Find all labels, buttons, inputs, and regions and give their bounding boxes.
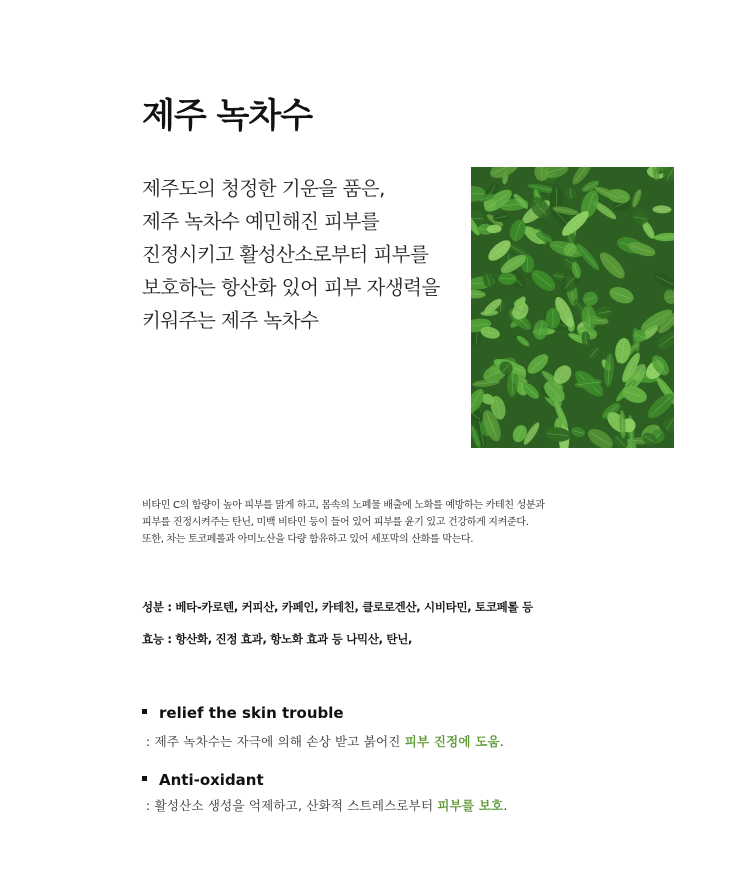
intro-line: 제주 녹차수 예민해진 피부를 xyxy=(142,210,380,233)
bullet-body-relief xyxy=(146,732,504,750)
page-title: 제주 녹차수 xyxy=(142,96,313,136)
bullet-highlight: 피부 진정에 도움 xyxy=(404,734,500,749)
ingredients-text: 성분 : 베타-카로텐, 커피산, 카페인, 카테친, 클로로겐산, 시비타민, 토코페롤 등 xyxy=(142,600,533,614)
bullet-suffix: . xyxy=(499,734,504,749)
description-line: 비타민 C의 함량이 높아 피부를 맑게 하고, 몸속의 노폐물 배출에 노화를 예방하는 카테친 성분과 xyxy=(142,500,545,511)
effects-text: 효능 : 항산화, 진정 효과, 항노화 효과 등 나믹산, 탄닌, xyxy=(142,632,413,646)
intro-line: 보호하는 항산화 있어 피부 자생력을 xyxy=(142,276,440,299)
bullet-heading-text: Anti-oxidant xyxy=(159,771,264,789)
intro-text xyxy=(142,172,462,337)
bullet-heading-relief xyxy=(142,704,344,722)
intro-line: 키워주는 제주 녹차수 xyxy=(142,309,319,332)
bullet-suffix: . xyxy=(503,798,508,813)
bullet-heading-antioxidant xyxy=(142,771,264,789)
intro-line: 제주도의 청정한 기운을 품은, xyxy=(142,177,385,200)
intro-line: 진정시키고 활성산소로부터 피부를 xyxy=(142,243,429,266)
green-tea-leaves-photo xyxy=(471,167,674,448)
bullet-highlight: 피부를 보호 xyxy=(437,798,504,813)
description xyxy=(142,497,602,548)
bullet-body-text: : 활성산소 생성을 억제하고, 산화적 스트레스로부터 xyxy=(146,798,438,813)
bullet-body-antioxidant xyxy=(146,796,508,814)
bullet-square-icon xyxy=(142,709,147,714)
description-line: 피부를 진정시켜주는 탄닌, 미백 비타민 등이 들어 있어 피부를 윤기 있고 건강하게 지켜준다. xyxy=(142,517,529,528)
bullet-body-text: : 제주 녹차수는 자극에 의해 손상 받고 붉어진 xyxy=(146,734,405,749)
bullet-square-icon xyxy=(142,776,147,781)
description-line: 또한, 차는 토코페롤과 아미노산을 다량 함유하고 있어 세포막의 산화를 막는다. xyxy=(142,534,474,545)
bullet-heading-text: relief the skin trouble xyxy=(159,704,344,722)
